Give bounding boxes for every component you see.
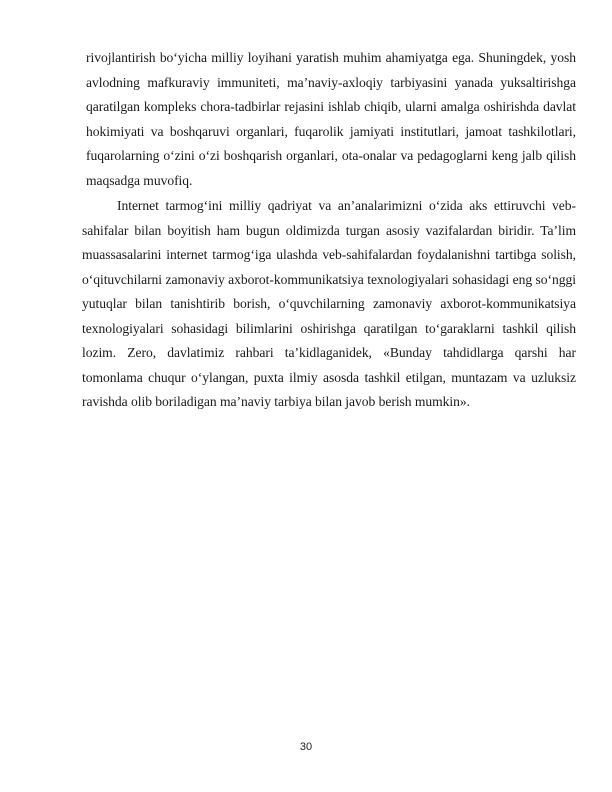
paragraph-continuation: rivojlantirish bo‘yicha milliy loyihani yaratish muhim ahamiyatga ega. Shuningdek, yosh avlodning mafkuraviy immuniteti, ma’naviy-axloqiy tarbiyasini yanada yuksaltirishga qaratilgan kompleks chora-tadbirlar rejasini ishlab chiqib, ularni amalga oshirishda davlat hokimiyati va boshqaruvi organlari, fuqarolik jamiyati institutlari, jamoat tashkilotlari, fuqarolarning o‘zini o‘zi boshqarish organlari, ota-onalar va pedagoglarni keng jalb qilish maqsadga muvofiq. <box>86 50 576 188</box>
page-number: 30 <box>299 741 313 753</box>
paragraph-internet: Internet tarmog‘ini milliy qadriyat va an’analarimizni o‘zida aks ettiruvchi veb-sahifalar bilan boyitish ham bugun oldimizda turgan asosiy vazifalardan biridir. Ta’lim muassasalarini internet tarmog‘iga ulashda veb-sahifalardan foydalanishni tartibga solish, o‘qituvchilarni zamonaviy axborot-kommunikatsiya texnologiyalari sohasidagi eng so‘nggi yutuqlar bilan tanishtirib borish, o‘quvchilarning zamonaviy axborot-kommunikatsiya texnologiyalari sohasidagi bilimlarini oshirishga qaratilgan to‘garaklarni tashkil qilish lozim. Zero, davlatimiz rahbari ta’kidlaganidek, «Bunday tahdidlarga qarshi har tomonlama chuqur o‘ylangan, puxta ilmiy asosda tashkil etilgan, muntazam va uzluksiz ravishda olib boriladigan ma’naviy tarbiya bilan javob berish mumkin». <box>82 198 576 409</box>
